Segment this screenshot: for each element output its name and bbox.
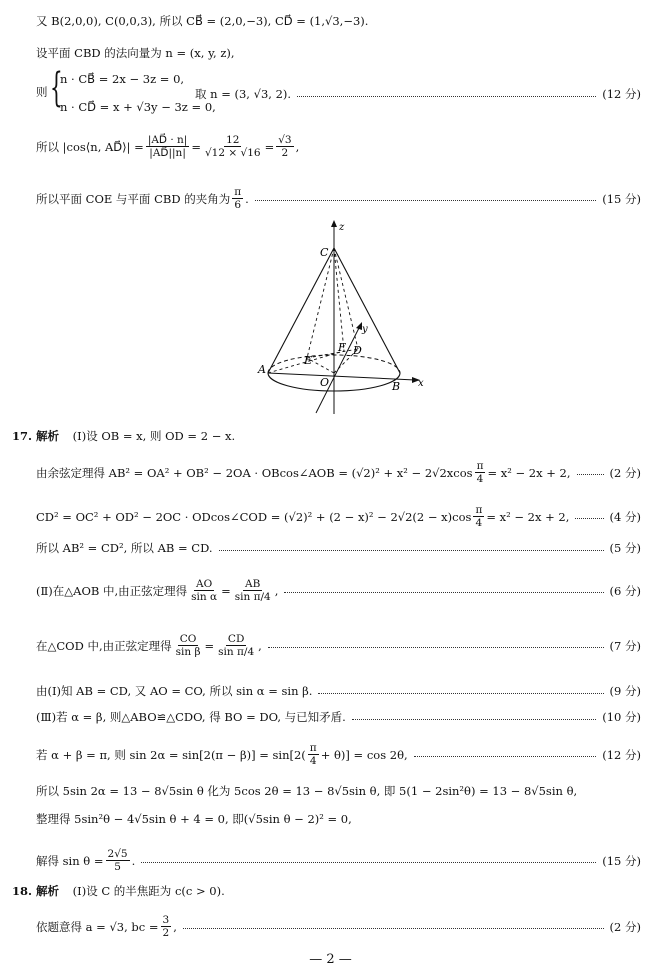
score-label: (2 分): [609, 465, 641, 480]
leader-dots: [414, 756, 597, 757]
z-axis-arrow: [331, 220, 337, 227]
leader-dots: [352, 719, 596, 720]
fraction: $\frac{CD}{\text{sin π/4}}$: [218, 633, 255, 658]
cone-figure: [250, 218, 440, 418]
leader-dots: [219, 550, 604, 551]
y-axis: [316, 326, 360, 413]
fraction: $\frac{12}{√12 \times √16}$: [204, 134, 261, 159]
page-number: — 2 —: [309, 952, 352, 967]
score-label: (15 分): [602, 191, 641, 206]
fraction: $\frac{2√5}{5}$: [107, 848, 128, 873]
q17-simplify-equation: 整理得 5sin²θ − 4√5sin θ + 4 = 0, 即(√5sin θ − 2)² = 0,: [36, 812, 352, 826]
system-prefix: 则: [36, 85, 48, 99]
label-E: E: [304, 354, 313, 367]
score-label: (9 分): [609, 684, 641, 698]
leader-dots: [575, 518, 603, 519]
leader-dots: [297, 96, 596, 97]
system-equation-2: n · CD⃗ = x + √3y − 3z = 0,: [60, 100, 216, 114]
score-label: (6 分): [609, 583, 641, 598]
fraction: $\frac{|AD⃗ \cdot n|}{|AD⃗||n|}$: [147, 134, 188, 159]
q17-sin-2alpha: 若 α + β = π, 则 sin 2α = sin[2(π − β)] = sin[2( $\frac{\pi}{4}$ + θ)] = cos 2θ, (12 分): [36, 742, 641, 767]
label-A: A: [258, 363, 266, 376]
score-label: (12 分): [602, 87, 641, 101]
label-O: O: [320, 376, 330, 389]
fraction: $\frac{AO}{\text{sin α}}$: [191, 578, 218, 603]
q17-law-of-cosines-AB: 由余弦定理得 AB² = OA² + OB² − 2OA · OBcos∠AOB = (√2)² + x² − 2√2xcos $\frac{\pi}{4}$ = x² − 2x + 2, (2 分): [36, 460, 641, 485]
score-label: (5 分): [609, 541, 641, 555]
cone-side-left: [268, 248, 334, 373]
system-brace: {: [50, 65, 63, 111]
q17-sin-alpha-equals-sin-beta: 由(Ⅰ)知 AB = CD, 又 AO = CO, 所以 sin α = sin β. (9 分): [36, 684, 641, 698]
q17-heading: 17. 解析: [12, 429, 60, 443]
cone-side-right: [334, 248, 400, 373]
leader-dots: [255, 200, 596, 201]
label-D: D: [353, 344, 362, 357]
label-F: F: [338, 341, 346, 354]
system-take-line: 取 n = (3, √3, 2). (12 分): [195, 87, 641, 101]
fraction: $\frac{3}{2}$: [162, 914, 170, 939]
q17-law-of-sines-COD: 在△COD 中,由正弦定理得 $\frac{CO}{\text{sin β}}$ = $\frac{CD}{\text{sin π/4}}$ , (7 分): [36, 633, 641, 658]
q17-first-line: 17. 解析 (Ⅰ)设 OB = x, 则 OD = 2 − x.: [12, 429, 236, 443]
q17-AB-equals-CD: 所以 AB² = CD², 所以 AB = CD. (5 分): [36, 541, 641, 555]
q17-law-of-cosines-CD: CD² = OC² + OD² − 2OC · ODcos∠COD = (√2)² + (2 − x)² − 2√2(2 − x)cos $\frac{\pi}{4}$ = x² − 2x + 2, (4 分): [36, 504, 641, 529]
score-label: (2 分): [609, 919, 641, 934]
leader-dots: [268, 647, 604, 648]
fraction: $\frac{AB}{\text{sin π/4}}$: [234, 578, 271, 603]
score-label: (10 分): [602, 710, 641, 724]
label-B: B: [392, 380, 401, 393]
label-x: x: [418, 378, 424, 389]
score-label: (15 分): [602, 853, 641, 868]
fraction: $\frac{√3}{2}$: [278, 134, 292, 159]
edge-CD: [334, 248, 358, 349]
text-line-normal-vector: 设平面 CBD 的法向量为 n = (x, y, z),: [36, 46, 235, 60]
label-z: z: [339, 222, 345, 233]
edge-ED: [307, 349, 358, 358]
fraction: $\frac{\pi}{6}$: [234, 186, 242, 211]
leader-dots: [318, 693, 603, 694]
q18-first-line: 18. 解析 (Ⅰ)设 C 的半焦距为 c(c > 0).: [12, 884, 225, 898]
q18-given: 依题意得 a = √3, bc = $\frac{3}{2}$ , (2 分): [36, 914, 641, 939]
fraction: $\frac{\pi}{4}$: [475, 504, 483, 529]
score-label: (4 分): [609, 509, 641, 524]
text-line-cos-angle: 所以 |cos⟨n, AD⃗⟩| = $\frac{|AD⃗ \cdot n|}{|AD⃗||n|}$ = $\frac{12}{√12 \times √16}$ = $\frac{√3}{2}$ ,: [36, 134, 300, 159]
label-y: y: [362, 324, 368, 335]
x-axis: [268, 373, 415, 380]
text-line-plane-angle: 所以平面 COE 与平面 CBD 的夹角为 $\frac{\pi}{6}$ . (15 分): [36, 186, 641, 211]
leader-dots: [183, 928, 604, 929]
text-line-vectors: 又 B(2,0,0), C(0,0,3), 所以 CB⃗ = (2,0,−3), CD⃗ = (1,√3,−3).: [36, 14, 369, 28]
q17-part3-contradiction: (Ⅲ)若 α = β, 则△ABO≌△CDO, 得 BO = DO, 与已知矛盾. (10 分): [36, 710, 641, 724]
leader-dots: [284, 592, 603, 593]
leader-dots: [577, 474, 604, 475]
score-label: (7 分): [609, 638, 641, 653]
q18-heading: 18. 解析: [12, 884, 60, 898]
q17-law-of-sines-AOB: (Ⅱ)在△AOB 中,由正弦定理得 $\frac{AO}{\text{sin α}}$ = $\frac{AB}{\text{sin π/4}}$ , (6 分): [36, 578, 641, 603]
q17-solution: 解得 sin θ = $\frac{2√5}{5}$ . (15 分): [36, 848, 641, 873]
fraction: $\frac{\pi}{4}$: [309, 742, 317, 767]
fraction: $\frac{CO}{\text{sin β}}$: [175, 633, 201, 658]
system-equation-1: n · CB⃗ = 2x − 3z = 0,: [60, 72, 185, 86]
edge-CE: [307, 248, 334, 358]
leader-dots: [141, 862, 596, 863]
label-C: C: [320, 246, 329, 259]
score-label: (12 分): [602, 747, 641, 762]
q17-transform-equation: 所以 5sin 2α = 13 − 8√5sin θ 化为 5cos 2θ = 13 − 8√5sin θ, 即 5(1 − 2sin²θ) = 13 − 8√5sin θ,: [36, 784, 578, 798]
fraction: $\frac{\pi}{4}$: [476, 460, 484, 485]
